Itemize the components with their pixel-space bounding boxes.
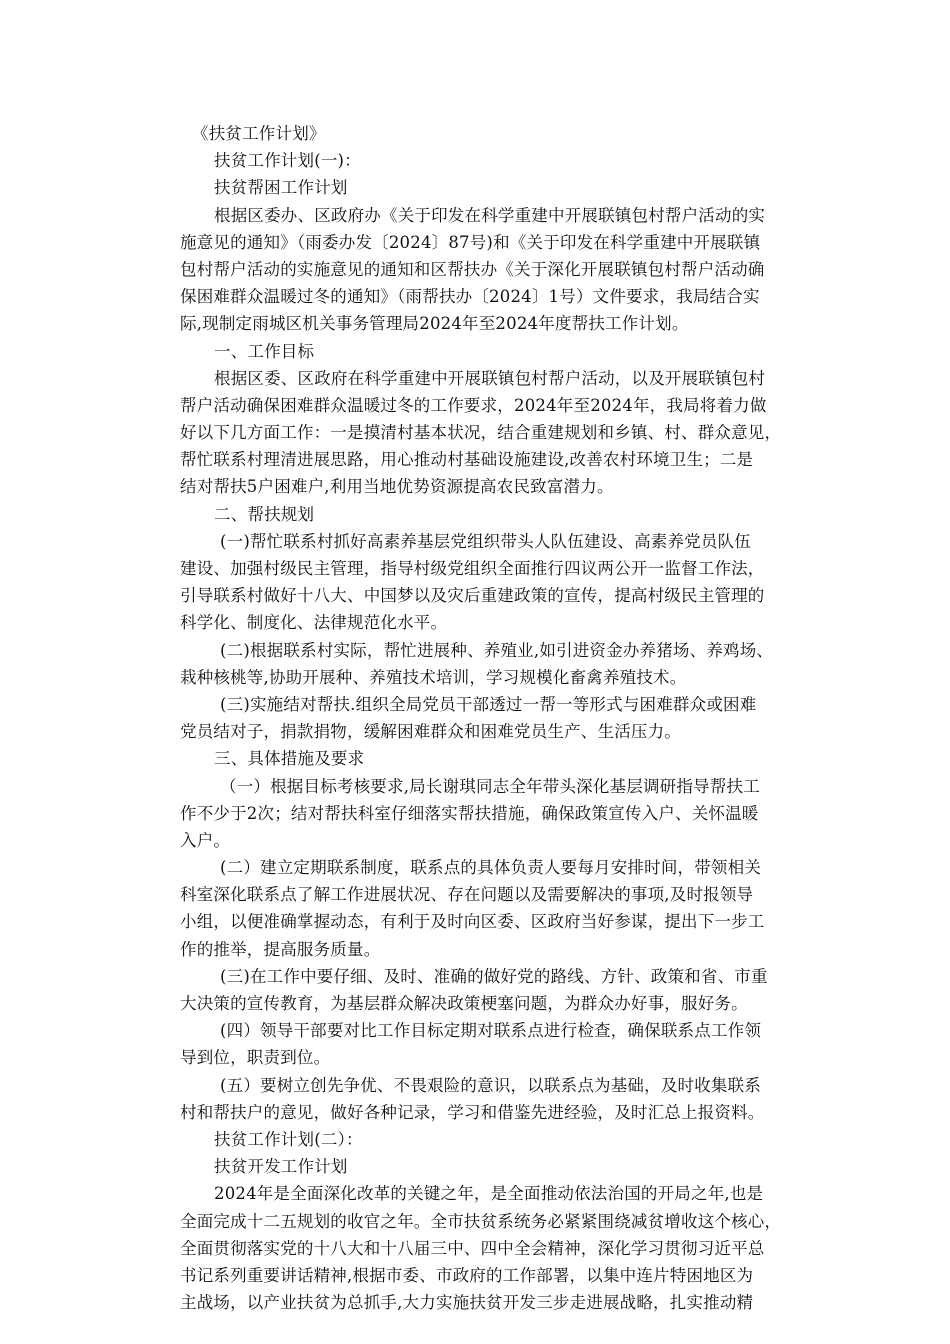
document-page <box>180 120 780 1316</box>
text-line: 建设、加强村级民主管理，指导村级党组织全面推行四议两公开一监督工作法， <box>180 559 765 578</box>
text-line: 二、帮扶规划 <box>214 504 315 524</box>
text-line: (二)根据联系村实际，帮忙进展种、养殖业,如引进资金办养猪场、养鸡场、 <box>220 640 774 660</box>
text-line: 主战场，以产业扶贫为总抓手,大力实施扶贫开发三步走进展战略，扎实推动精 <box>180 1293 754 1313</box>
text-line: 全面贯彻落实党的十八大和十八届三中、四中全会精神，深化学习贯彻习近平总 <box>180 1238 765 1258</box>
text-line: 根据区委办、区政府办《关于印发在科学重建中开展联镇包村帮户活动的实 <box>214 205 766 225</box>
text-line: 栽种核桃等,协助开展种、养殖技术培训，学习规模化畜禽养殖技术。 <box>180 667 687 687</box>
text-line: (三)实施结对帮扶.组织全局党员干部透过一帮一等形式与困难群众或困难 <box>220 694 757 714</box>
text-line: (三)在工作中要仔细、及时、准确的做好党的路线、方针、政策和省、市重 <box>220 966 768 986</box>
text-line: 科室深化联系点了解工作进展状况、存在问题以及需要解决的事项,及时报领导 <box>180 885 754 905</box>
text-line: 帮忙联系村理清进展思路，用心推动村基础设施建设,改善农村环境卫生；二是 <box>180 450 754 470</box>
text-line: 保困难群众温暖过冬的通知》（雨帮扶办〔2024〕1号）文件要求，我局结合实 <box>180 287 760 307</box>
text-line: 书记系列重要讲话精神,根据市委、市政府的工作部署，以集中连片特困地区为 <box>180 1265 754 1285</box>
text-line: (一)帮忙联系村抓好高素养基层党组织带头人队伍建设、高素养党员队伍 <box>220 531 751 551</box>
text-line: （一）根据目标考核要求,局长谢琪同志全年带头深化基层调研指导帮扶工 <box>220 776 760 796</box>
text-line: (二）建立定期联系制度，联系点的具体负责人要每月安排时间，带领相关 <box>220 858 762 878</box>
text-line: 好以下几方面工作：一是摸清村基本状况，结合重建规划和乡镇、村、群众意见， <box>180 423 782 443</box>
text-line: 际,现制定雨城区机关事务管理局2024年至2024年度帮扶工作计划。 <box>180 314 689 334</box>
text-line: 全面完成十二五规划的收官之年。全市扶贫系统务必紧紧围绕减贫增收这个核心， <box>180 1211 782 1231</box>
text-line: 帮户活动确保困难群众温暖过冬的工作要求，2024年至2024年，我局将着力做 <box>180 395 767 415</box>
text-line: 扶贫帮困工作计划 <box>214 178 348 198</box>
text-line: (五）要树立创先争优、不畏艰险的意识，以联系点为基础，及时收集联系 <box>220 1075 762 1095</box>
text-line: 入户。 <box>180 830 231 850</box>
text-line: 包村帮户活动的实施意见的通知和区帮扶办《关于深化开展联镇包村帮户活动确 <box>180 259 765 279</box>
text-line: 作不少于2次；结对帮扶科室仔细落实帮扶措施，确保政策宣传入户、关怀温暖 <box>180 803 759 823</box>
text-line: 结对帮扶5户困难户,利用当地优势资源提高农民致富潜力。 <box>180 477 614 497</box>
text-line: 三、具体措施及要求 <box>214 749 365 769</box>
text-line: 扶贫开发工作计划 <box>214 1157 348 1177</box>
text-line: 引导联系村做好十八大、中国梦以及灾后重建政策的宣传，提高村级民主管理的 <box>180 586 765 606</box>
text-line: 《扶贫工作计划》 <box>192 124 326 143</box>
text-line: 施意见的通知》（雨委办发〔2024〕87号)和《关于印发在科学重建中开展联镇 <box>180 232 761 252</box>
text-line: 科学化、制度化、法律规范化水平。 <box>180 613 448 633</box>
text-line: 一、工作目标 <box>214 341 315 361</box>
text-line: (四）领导干部要对比工作目标定期对联系点进行检查，确保联系点工作领 <box>220 1021 762 1041</box>
text-line: 村和帮扶户的意见，做好各种记录，学习和借鉴先进经验，及时汇总上报资料。 <box>180 1102 765 1122</box>
text-line: 大决策的宣传教育，为基层群众解决政策梗塞问题，为群众办好事，服好务。 <box>180 994 748 1013</box>
text-line: 党员结对子，捐款捐物，缓解困难群众和困难党员生产、生活压力。 <box>180 722 681 742</box>
text-line: 2024年是全面深化改革的关键之年，是全面推动依法治国的开局之年,也是 <box>214 1184 764 1204</box>
text-line: 导到位，职责到位。 <box>180 1048 331 1068</box>
text-line: 作的推举，提高服务质量。 <box>180 939 381 959</box>
text-line: 小组，以便准确掌握动态，有利于及时向区委、区政府当好参谋，提出下一步工 <box>180 912 765 932</box>
text-line: 扶贫工作计划(一)： <box>214 151 361 171</box>
text-line: 根据区委、区政府在科学重建中开展联镇包村帮户活动，以及开展联镇包村 <box>214 368 766 388</box>
text-line: 扶贫工作计划(二）： <box>214 1129 363 1149</box>
